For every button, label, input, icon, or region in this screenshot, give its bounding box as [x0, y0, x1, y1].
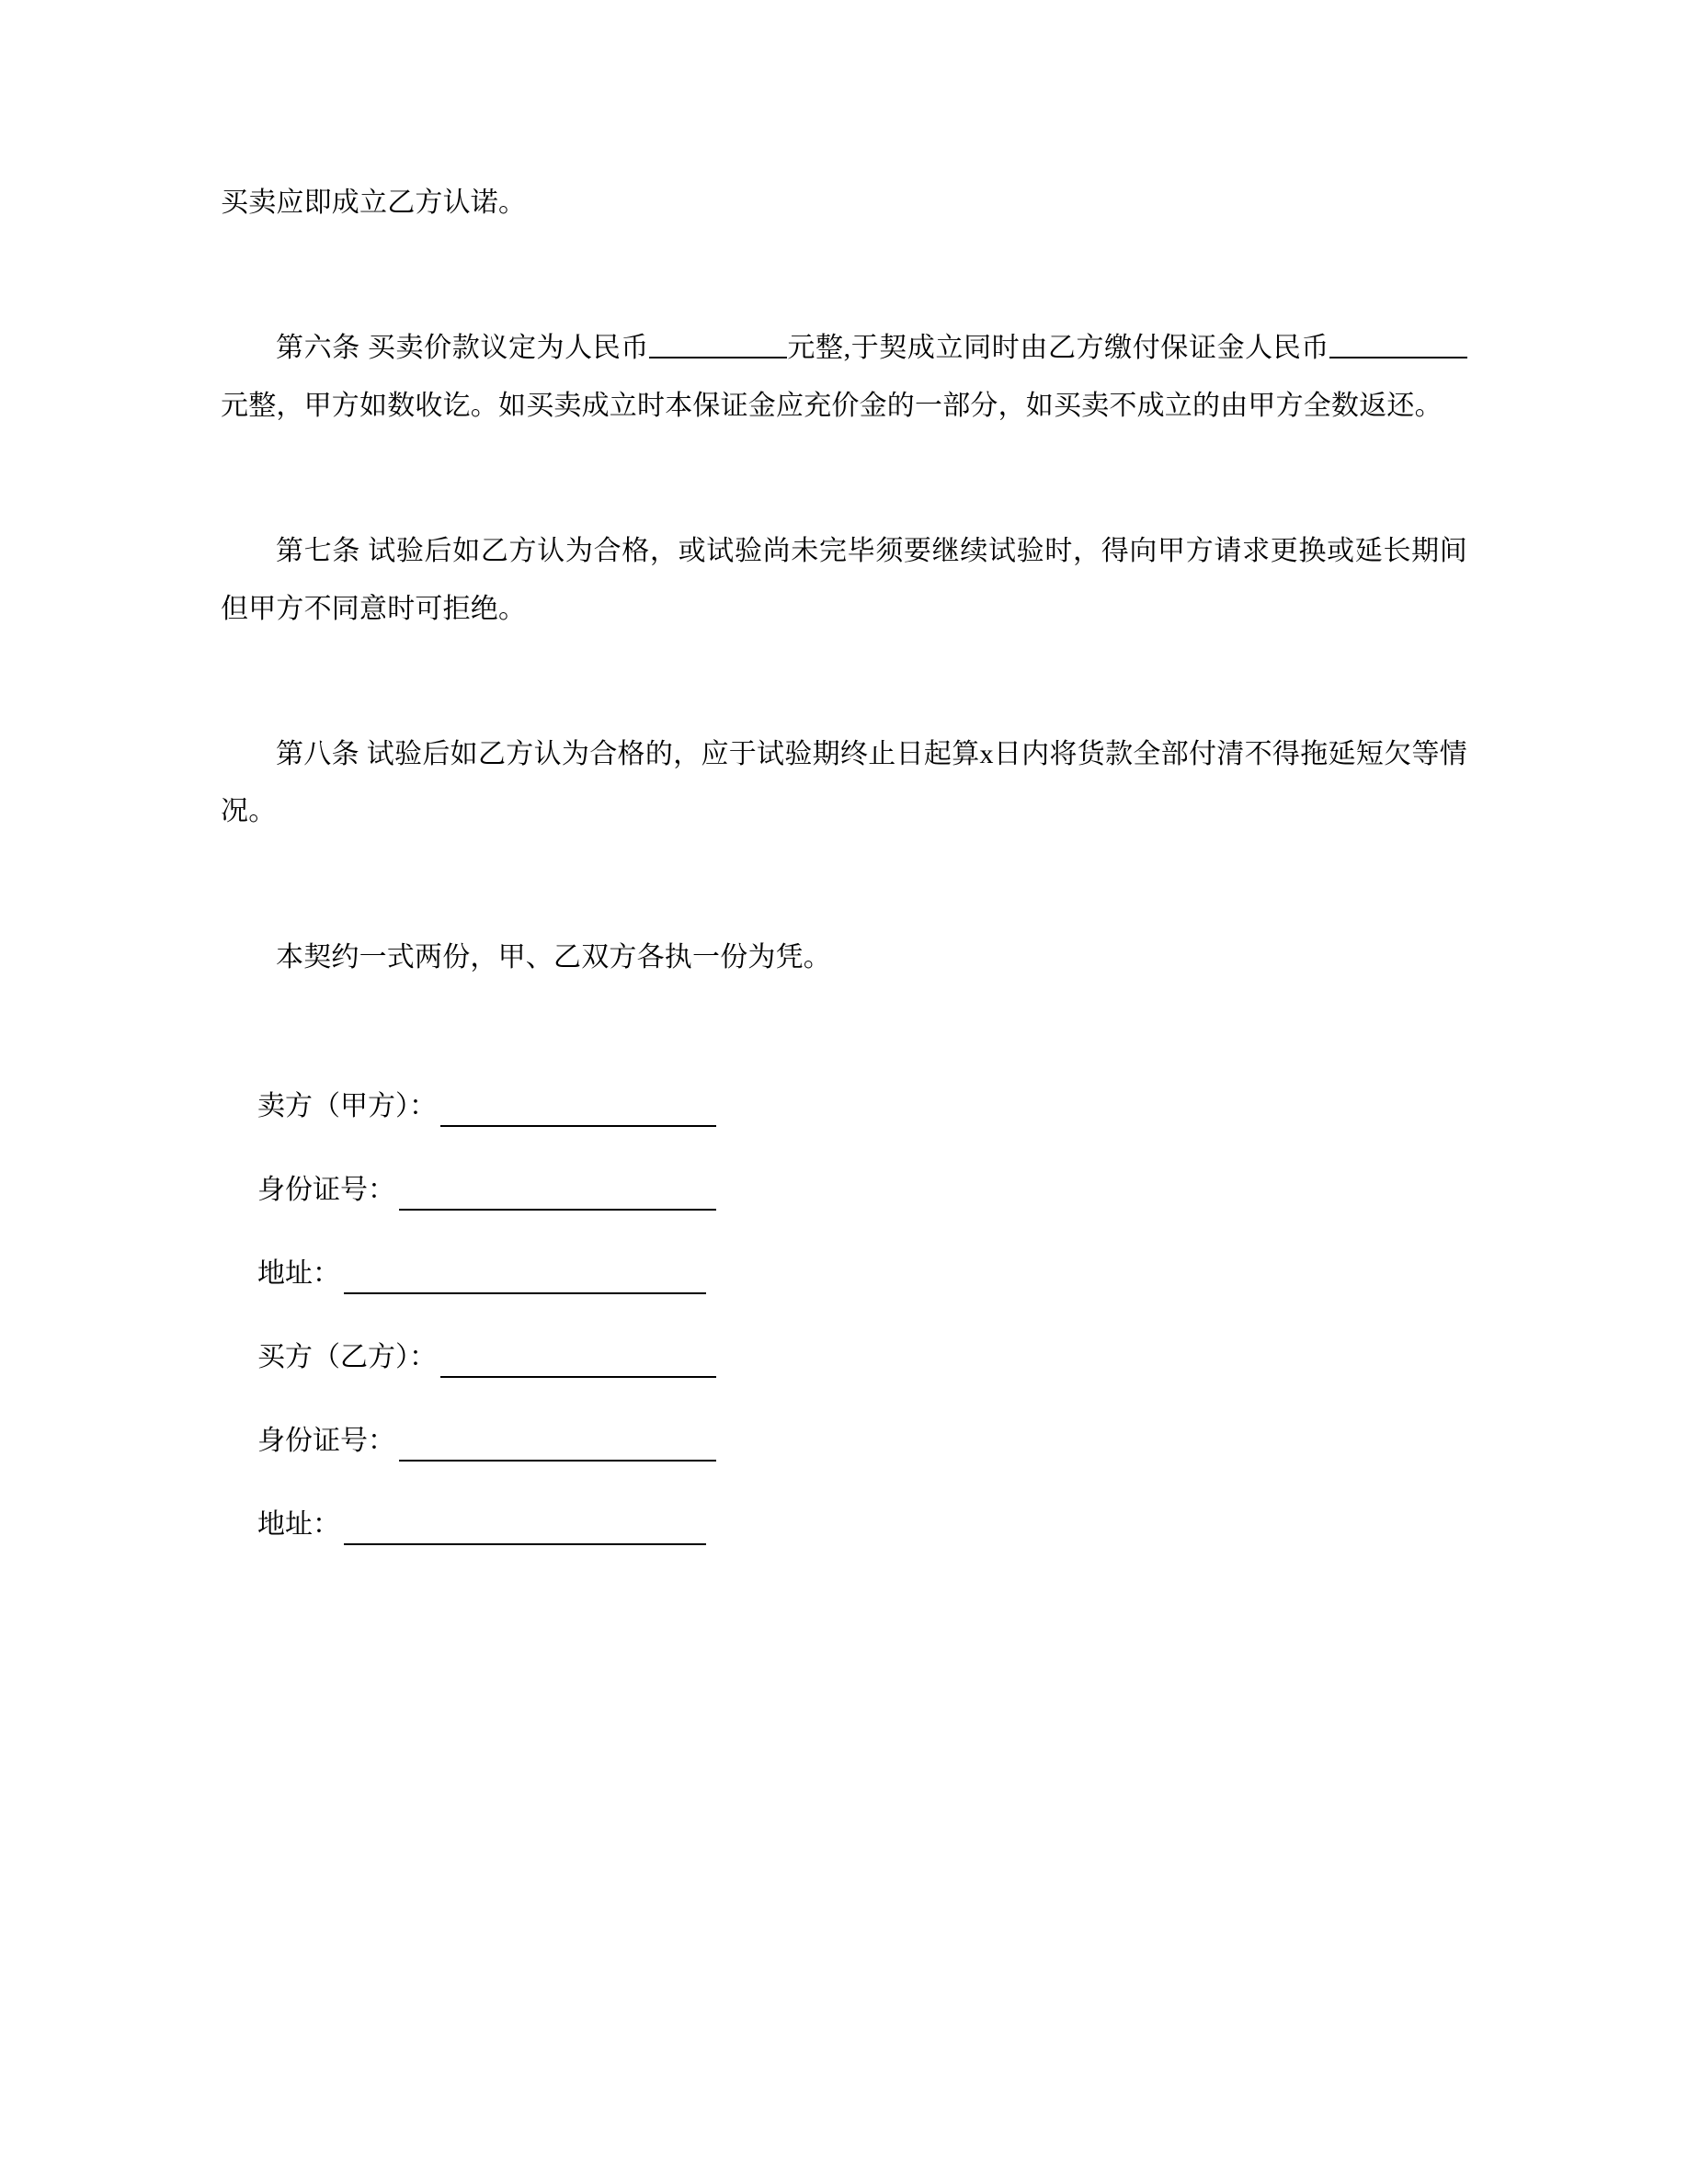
article-6-text-part-3: 元整，甲方如数收讫。如买卖成立时本保证金应充价金的一部分，如买卖不成立的由甲方全数返还。: [221, 390, 1443, 421]
seller-address-input[interactable]: [344, 1268, 706, 1294]
buyer-name-input[interactable]: [440, 1352, 716, 1378]
copies-text: 本契约一式两份，甲、乙双方各执一份为凭。: [276, 941, 831, 973]
spacer: [221, 638, 1467, 726]
signature-row-seller-id: [257, 1169, 1467, 1211]
signature-row-seller-name: [257, 1086, 1467, 1127]
buyer-address-label: 地址：: [257, 1509, 340, 1541]
spacer: [221, 232, 1467, 320]
seller-name-input[interactable]: [440, 1101, 716, 1127]
seller-name-label: 卖方（甲方）：: [257, 1091, 437, 1122]
seller-id-label: 身份证号：: [257, 1175, 395, 1206]
signature-row-buyer-address: [257, 1504, 1467, 1545]
paragraph-article-7: [221, 523, 1467, 638]
article-6-text-part-2: 元整,于契成立同时由乙方缴付保证金人民币: [786, 333, 1329, 364]
spacer: [221, 841, 1467, 929]
paragraph-article-8: [221, 726, 1467, 841]
deposit-blank-field[interactable]: [1329, 329, 1467, 358]
buyer-name-label: 买方（乙方）：: [257, 1342, 437, 1373]
seller-address-label: 地址：: [257, 1258, 340, 1290]
buyer-id-label: 身份证号：: [257, 1426, 395, 1457]
article-6-text-part-1: 第六条 买卖价款议定为人民币: [276, 333, 649, 364]
price-blank-field[interactable]: [649, 329, 787, 358]
signature-block: [221, 1086, 1467, 1545]
signature-row-buyer-name: [257, 1337, 1467, 1378]
paragraph-article-6: [221, 320, 1467, 435]
signature-row-buyer-id: [257, 1420, 1467, 1462]
paragraph-copies: [221, 929, 1467, 986]
article-7-text: 第七条 试验后如乙方认为合格，或试验尚未完毕须要继续试验时，得向甲方请求更换或延长期间但甲方不同意时可拒绝。: [221, 536, 1467, 624]
signature-row-seller-address: [257, 1253, 1467, 1294]
spacer: [221, 435, 1467, 523]
seller-id-input[interactable]: [399, 1185, 716, 1211]
paragraph-carryover-text: 买卖应即成立乙方认诺。: [221, 188, 527, 218]
article-8-text: 第八条 试验后如乙方认为合格的，应于试验期终止日起算x日内将货款全部付清不得拖延短欠等情况。: [221, 738, 1467, 827]
buyer-address-input[interactable]: [344, 1519, 706, 1545]
paragraph-carryover: [221, 175, 1467, 232]
buyer-id-input[interactable]: [399, 1436, 716, 1462]
